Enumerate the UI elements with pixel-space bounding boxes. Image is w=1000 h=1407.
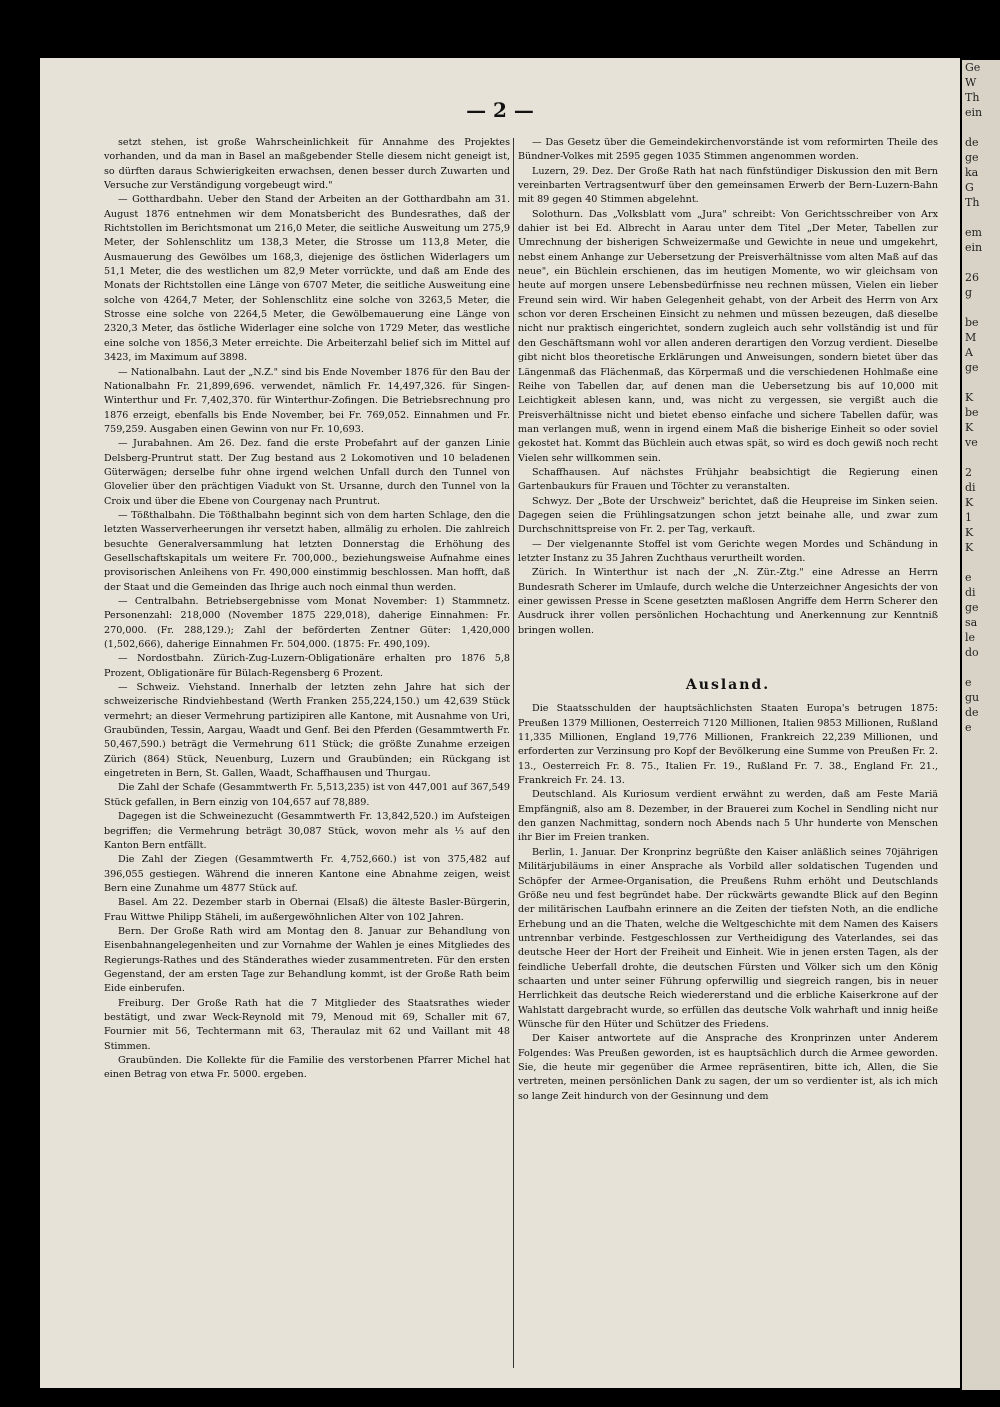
strip-fragment	[962, 660, 1000, 675]
strip-fragment: W	[965, 76, 977, 89]
strip-fragment: be	[965, 406, 979, 419]
paragraph: Basel. Am 22. Dezember starb in Obernai (Elsaß) die älteste Basler-Bürgerin, Frau Wittwe Philipp Stäheli, im außergewöhnlichen Alter von 102 Jahren.	[104, 897, 510, 923]
strip-fragment: e	[965, 676, 972, 689]
strip-fragment: de	[965, 136, 979, 149]
strip-fragment: ge	[965, 361, 979, 374]
strip-fragment: K	[965, 421, 974, 434]
paragraph: — Gotthardbahn. Ueber den Stand der Arbeiten an der Gotthardbahn am 31. August 1876 entnehmen wir dem Monatsbericht des Bundesrathes, daß der Richtstollen im Berichtsmonat um 216,0 Meter, die seitliche Ausweitung um 275,9 Meter, der Sohlenschlitz um 138,3 Meter, die Strosse um 113,8 Meter, die Ausmauerung des Gewölbes um 168,3, diejenige des östlichen Widerlagers um 51,1 Meter, die des westlichen um 82,9 Meter vorrückte, und daß am Ende des Monats der Richtstollen eine Länge von 6707 Meter, die seitliche Ausweitung eine solche von 4264,7 Meter, der Sohlenschlitz eine solche von 3263,5 Meter, die Strosse eine solche von 2264,5 Meter, die Gewölbemauerung eine Länge von 2320,3 Meter, das östliche Widerlager eine solche von 1729 Meter, das westliche eine solche von 1856,3 Meter erreichte. Die Arbeiterzahl belief sich im Mittel auf 3423, im Maximum auf 3898.	[104, 194, 510, 364]
strip-fragment: Th	[965, 91, 980, 104]
strip-fragment: g	[965, 286, 973, 299]
strip-fragment: Ge	[965, 61, 981, 74]
strip-fragment: de	[965, 706, 979, 719]
paragraph: Dagegen ist die Schweinezucht (Gesammtwerth Fr. 13,842,520.) im Aufsteigen begriffen; die Vermehrung beträgt 30,087 Stück, wovon mehr als ⅓ auf den Kanton Bern entfällt.	[104, 811, 510, 851]
section-heading: Ausland.	[685, 677, 771, 694]
paragraph: Berlin, 1. Januar. Der Kronprinz begrüßte den Kaiser anläßlich seines 70jährigen Militärjubiläums in einer Ansprache als Vorbild aller soldatischen Tugenden und Schöpfer der Armee-Organisation, die Preußens Ruhm erhöht und Deutschlands Größe neu und fest begründet habe. Der rückwärts gewandte Blick auf den Beginn der militärischen Laufbahn erinnere an die Zeiten der tiefsten Noth, an die endliche Erhebung und an die Thaten, welche die Weltgeschichte mit dem Namen des Kaisers untrennbar verbinde. Festgeschlossen zur Vertheidigung des Vaterlandes, sei das deutsche Heer der Hort der Freiheit und Einheit. Wie in jenen ersten Tagen, als der feindliche Ueberfall drohte, die deutschen Fürsten und Völker sich um den König schaarten und unter seiner Führung opferwillig und siegreich rangen, bis in neuer Herrlichkeit das deutsche Reich wiedererstand und die erbliche Kaiserkrone auf der Wahlstatt dargebracht wurde, so erfüllen das deutsche Volk wahrhaft und innig heiße Wünsche für den Hüter und Schützer des Friedens.	[518, 846, 938, 1030]
strip-fragment: K	[965, 541, 974, 554]
strip-fragment: 2	[965, 466, 972, 479]
column-rule	[513, 138, 514, 1368]
strip-fragment: ka	[965, 166, 979, 179]
paragraph: Graubünden. Die Kollekte für die Familie des verstorbenen Pfarrer Michel hat einen Betrag von etwa Fr. 5000. ergeben.	[104, 1055, 510, 1081]
page-number: — 2 —	[466, 98, 534, 122]
right-column-bottom	[518, 702, 938, 1104]
right-column-top	[518, 136, 938, 638]
strip-fragment: K	[965, 496, 974, 509]
paragraph: Schwyz. Der „Bote der Urschweiz" berichtet, daß die Heupreise im Sinken seien. Dagegen seien die Frühlingsatzungen schon jetzt beinahe alle, und zwar zum Durchschnittspreise von Fr. 2. per Tag, verkauft.	[518, 495, 938, 536]
strip-fragment	[962, 375, 1000, 390]
strip-fragment: be	[965, 316, 979, 329]
strip-fragment: ge	[965, 151, 979, 164]
paragraph: Bern. Der Große Rath wird am Montag den 8. Januar zur Behandlung von Eisenbahnangelegenheiten und zur Vornahme der Wahlen je eines Mitgliedes des Regierungs-Rathes und des Ständerathes wieder zusammentreten. Für den ersten Gegenstand, der am ersten Tage zur Behandlung kommt, ist der Große Rath beim Eide einberufen.	[104, 925, 510, 995]
paragraph: — Nationalbahn. Laut der „N.Z." sind bis Ende November 1876 für den Bau der Nationalbahn Fr. 21,899,696. verwendet, nämlich Fr. 14,497,326. für Singen-Winterthur und Fr. 7,402,370. für Winterthur-Zofingen. Die Betriebsrechnung pro 1876 erzeigt, ebenfalls bis Ende November, bei Fr. 769,052. Einnahmen und Fr. 759,259. Ausgaben einen Gewinn von nur Fr. 10,693.	[104, 366, 510, 435]
paragraph: Deutschland. Als Kuriosum verdient erwähnt zu werden, daß am Feste Mariä Empfängniß, also am 8. Dezember, in der Brauerei zum Kochel in Sendling nicht nur den ganzen Nachmittag, sondern noch Abends nach 5 Uhr hunderte von Menschen ihr Bier im Freien tranken.	[518, 789, 938, 844]
left-column	[104, 136, 510, 1376]
paragraph: — Tößthalbahn. Die Tößthalbahn beginnt sich von dem harten Schlage, den die letzten Wasserverheerungen ihr versetzt haben, allmälig zu erholen. Die zahlreich besuchte Generalversammlung hat letzten Donnerstag die Erhöhung des Gesellschaftskapitals um weitere Fr. 700,000., beziehungsweise Aufnahme eines provisorischen Anleihens von Fr. 490,000 einstimmig beschlossen. Man hofft, daß der Staat und die Gemeinden das Ihrige auch noch einmal thun werden.	[104, 509, 510, 593]
paragraph: Die Zahl der Schafe (Gesammtwerth Fr. 5,513,235) ist von 447,001 auf 367,549 Stück gefallen, in Bern einzig von 104,657 auf 78,889.	[104, 782, 510, 808]
strip-fragment	[962, 255, 1000, 270]
right-column	[518, 136, 938, 1376]
strip-fragment: ve	[965, 436, 978, 449]
strip-fragment: di	[965, 481, 976, 494]
strip-fragment: G	[965, 181, 974, 194]
strip-fragment: 26	[965, 271, 979, 284]
strip-fragment: ein	[965, 241, 983, 254]
strip-fragment: ein	[965, 106, 983, 119]
strip-fragment: Th	[965, 196, 980, 209]
strip-fragment	[962, 450, 1000, 465]
strip-fragment: e	[965, 571, 972, 584]
strip-fragment	[962, 210, 1000, 225]
strip-fragment: do	[965, 646, 979, 659]
paragraph: Schaffhausen. Auf nächstes Frühjahr beabsichtigt die Regierung einen Gartenbaukurs für Frauen und Töchter zu veranstalten.	[518, 466, 938, 493]
strip-fragment: K	[965, 526, 974, 539]
strip-fragment: sa	[965, 616, 978, 629]
strip-fragment: em	[965, 226, 982, 239]
strip-fragment	[962, 300, 1000, 315]
paragraph: Der Kaiser antwortete auf die Ansprache des Kronprinzen unter Anderem Folgendes: Was Preußen geworden, ist es hauptsächlich durch die Armee geworden. Sie, die heute mir gegenüber die Armee repräsentiren, bitte ich, Allen, die Sie vertreten, meinen persönlichen Dank zu sagen, der um so verdienter ist, als ich mich so lange Zeit hindurch von der Gesinnung und dem	[518, 1033, 938, 1102]
strip-fragment: ge	[965, 601, 979, 614]
strip-fragment: M	[965, 331, 977, 344]
paragraph: Luzern, 29. Dez. Der Große Rath hat nach fünfstündiger Diskussion den mit Bern vereinbarten Vertragsentwurf über den gemeinsamen Erwerb der Bern-Luzern-Bahn mit 89 gegen 40 Stimmen abgelehnt.	[518, 165, 938, 206]
paragraph: — Der vielgenannte Stoffel ist vom Gerichte wegen Mordes und Schändung in letzter Instanz zu 35 Jahren Zuchthaus verurtheilt worden.	[518, 538, 938, 564]
paragraph: setzt stehen, ist große Wahrscheinlichkeit für Annahme des Projektes vorhanden, und da man in Basel an maßgebender Stelle diesem nicht geneigt ist, so dürften daraus Schwierigkeiten erwachsen, denen besser durch Zuwarten und Versuche zur Verständigung vorgebeugt wird."	[104, 137, 510, 192]
strip-fragment	[962, 120, 1000, 135]
strip-fragment: gu	[965, 691, 980, 704]
paragraph: Die Zahl der Ziegen (Gesammtwerth Fr. 4,752,660.) ist von 375,482 auf 396,055 gestiegen. Während die inneren Kantone eine Abnahme zeigen, weist Bern eine Zunahme um 4877 Stück auf.	[104, 854, 510, 894]
strip-fragment: 1	[965, 511, 972, 524]
paragraph: Solothurn. Das „Volksblatt vom „Jura" schreibt: Von Gerichtsschreiber von Arx dahier ist bei Ed. Albrecht in Aarau unter dem Titel „Der Meter, Tabellen zur Umrechnung der bisherigen Schweizermaße und Gewichte in neue und umgekehrt, nebst einem Anhange zur Uebersetzung der Preisverhältnisse vom alten Maß auf das neue", ein Büchlein erschienen, das im heutigen Momente, wo wir gleichsam von heute auf morgen unsere Lebensbedürfnisse neu rechnen müssen, Vielen ein lieber Freund sein wird. Wir haben Gelegenheit gehabt, von der Arbeit des Herrn von Arx schon vor deren Erscheinen Einsicht zu nehmen und müssen bezeugen, daß dieselbe nicht nur praktisch eingerichtet, sondern zugleich auch sehr vollständig ist und für den Geschäftsmann wohl vor allen anderen derartigen den Vorzug verdient. Dieselbe gibt nicht blos theoretische Erklärungen und Anweisungen, sondern bietet über das Längenmaß das Flächenmaß, das Körpermaß und die verschiedenen Hohlmaße eine Reihe von Tabellen dar, auf denen man die Uebersetzung bis auf 10,000 mit Leichtigkeit ablesen kann, und, was nicht zu vergessen, sie vergißt auch die Preisverhältnisse nicht und bietet ebenso einfache und sichere Tabellen dafür, was man verlangen muß, wenn in irgend einem Maß die bisherige Einheit so oder soviel gekostet hat. Kommt das Büchlein auch etwas spät, so wird es doch gewiß noch recht Vielen sehr willkommen sein.	[518, 208, 938, 464]
newspaper-page	[40, 58, 960, 1388]
strip-fragment: e	[965, 721, 972, 734]
strip-fragment: K	[965, 391, 974, 404]
paragraph: — Nordostbahn. Zürich-Zug-Luzern-Obligationäre erhalten pro 1876 5,8 Prozent, Obligationäre für Bülach-Regensberg 6 Prozent.	[104, 653, 510, 679]
paragraph: Freiburg. Der Große Rath hat die 7 Mitglieder des Staatsrathes wieder bestätigt, und zwar Weck-Reynold mit 79, Menoud mit 69, Schaller mit 67, Fournier mit 56, Techtermann mit 63, Theraulaz mit 62 und Vaillant mit 48 Stimmen.	[104, 997, 510, 1052]
strip-fragment	[962, 555, 1000, 570]
paragraph: Zürich. In Winterthur ist nach der „N. Zür.-Ztg." eine Adresse an Herrn Bundesrath Scherer im Umlaufe, durch welche die Unterzeichner Angesichts der von einer gewissen Presse in Scene gesetzten maßlosen Angriffe dem Herrn Scherer den Ausdruck ihrer vollen persönlichen Hochachtung und Anerkennung zur Kenntniß bringen wollen.	[518, 567, 938, 636]
strip-fragment: di	[965, 586, 976, 599]
paragraph: — Schweiz. Viehstand. Innerhalb der letzten zehn Jahre hat sich der schweizerische Rindviehbestand (Werth Franken 255,224,150.) um 42,639 Stück vermehrt; an dieser Vermehrung partizipiren alle Kantone, mit Ausnahme von Uri, Graubünden, Tessin, Aargau, Waadt und Genf. Bei den Pferden (Gesammtwerth Fr. 50,467,590.) beträgt die Vermehrung 611 Stück; die größte Zunahme erzeigen Zürich (864) Stück, Neuenburg, Luzern und Graubünden; ein Rückgang ist eingetreten in Bern, St. Gallen, Waadt, Schaffhausen und Thurgau.	[104, 682, 510, 780]
strip-fragment: le	[965, 631, 976, 644]
paragraph: — Centralbahn. Betriebsergebnisse vom Monat November: 1) Stammnetz. Personenzahl: 218,000 (November 1875 229,018), daherige Einnahmen: Fr. 270,000. (Fr. 288,129.); Zahl der beförderten Zentner Güter: 1,420,000 (1,502,666), daherige Einnahmen Fr. 504,000. (1875: Fr. 490,109).	[104, 596, 510, 651]
paragraph: — Das Gesetz über die Gemeindekirchenvorstände ist vom reformirten Theile des Bündner-Volkes mit 2595 gegen 1035 Stimmen angenommen worden.	[518, 137, 938, 163]
adjacent-page-edge	[962, 60, 1000, 1390]
strip-fragment: A	[965, 346, 973, 359]
paragraph: Die Staatsschulden der hauptsächlichsten Staaten Europa's betrugen 1875: Preußen 1379 Millionen, Oesterreich 7120 Millionen, Italien 9853 Millionen, Rußland 11,335 Millionen, England 19,776 Millionen, Frankreich 22,239 Millionen, und erforderten zur Verzinsung pro Kopf der Bevölkerung eine Summe von Preußen Fr. 2. 13., Oesterreich Fr. 8. 75., Italien Fr. 19., Rußland Fr. 7. 38., England Fr. 21., Frankreich Fr. 24. 13.	[518, 703, 938, 787]
paragraph: — Jurabahnen. Am 26. Dez. fand die erste Probefahrt auf der ganzen Linie Delsberg-Pruntrut statt. Der Zug bestand aus 2 Lokomotiven und 10 beladenen Güterwägen; derselbe fuhr ohne irgend welchen Unfall durch den Tunnel von Glovelier über den prächtigen Viadukt von St. Ursanne, durch den Tunnel von la Croix und über die Ebene von Courgenay nach Pruntrut.	[104, 438, 510, 507]
